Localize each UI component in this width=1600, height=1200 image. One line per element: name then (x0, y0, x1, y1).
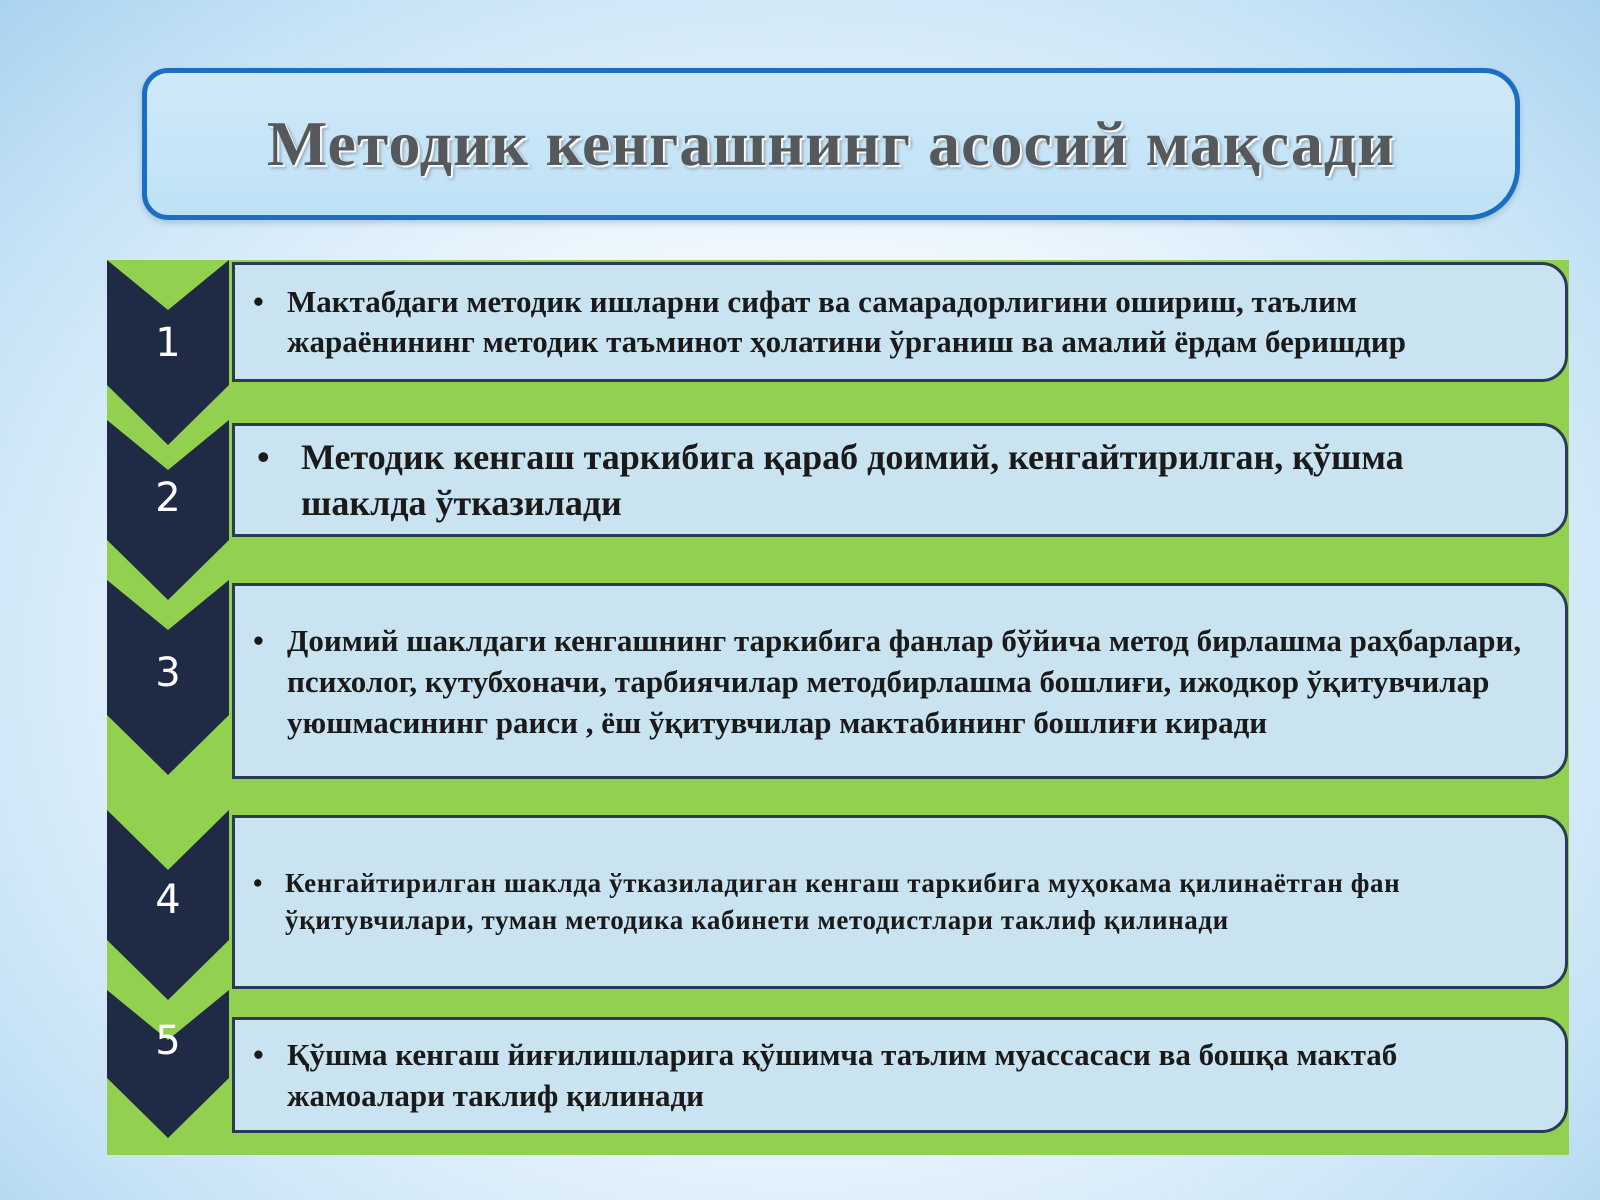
step-3-text: Доимий шаклдаги кенгашнинг таркибига фанлар бўйича метод бирлашма раҳбарлари, психолог, кутубхоначи, тарбиячилар методбирлашма бошлиғи, ижодкор ўқитувчилар уюшмасининг раиси , ёш ўқитувчилар мактабининг бошлиғи киради (287, 622, 1522, 740)
bullet-icon: • (253, 622, 264, 658)
bullet-icon: • (253, 284, 264, 319)
step-4-box (232, 815, 1568, 989)
bullet-icon: • (257, 437, 270, 477)
step-2-text: Методик кенгаш таркибига қараб доимий, кенгайтирилган, қўшма шаклда ўтказилади (301, 437, 1404, 523)
step-5-number: 5 (155, 1018, 181, 1064)
page-title: Методик кенгашнинг асосий мақсади (266, 108, 1396, 179)
step-1-box (232, 262, 1568, 382)
step-1-text: Мактабдаги методик ишларни сифат ва самарадорлигини ошириш, таълим жараёнининг методик таъминот ҳолатини ўрганиш ва амалий ёрдам беришдир (287, 284, 1406, 359)
step-4-number: 4 (155, 877, 181, 923)
bullet-icon: • (253, 1037, 264, 1072)
step-3-box (232, 583, 1568, 779)
step-2-box (232, 423, 1568, 537)
step-4-text: Кенгайтирилган шаклда ўтказиладиган кенгаш таркибига муҳокама қилинаётган фан ўқитувчилари, туман методика кабинети методистлари таклиф қилинади (285, 868, 1401, 935)
step-5-chevron (107, 990, 229, 1138)
title-box (142, 68, 1520, 220)
step-5-text: Қўшма кенгаш йиғилишларига қўшимча таълим муассасаси ва бошқа мактаб жамоалари таклиф қилинади (287, 1037, 1398, 1113)
step-1-number: 1 (155, 320, 181, 366)
step-5-box (232, 1017, 1568, 1133)
bullet-icon: • (253, 868, 264, 898)
step-3-number: 3 (155, 650, 181, 696)
step-2-number: 2 (155, 475, 181, 521)
